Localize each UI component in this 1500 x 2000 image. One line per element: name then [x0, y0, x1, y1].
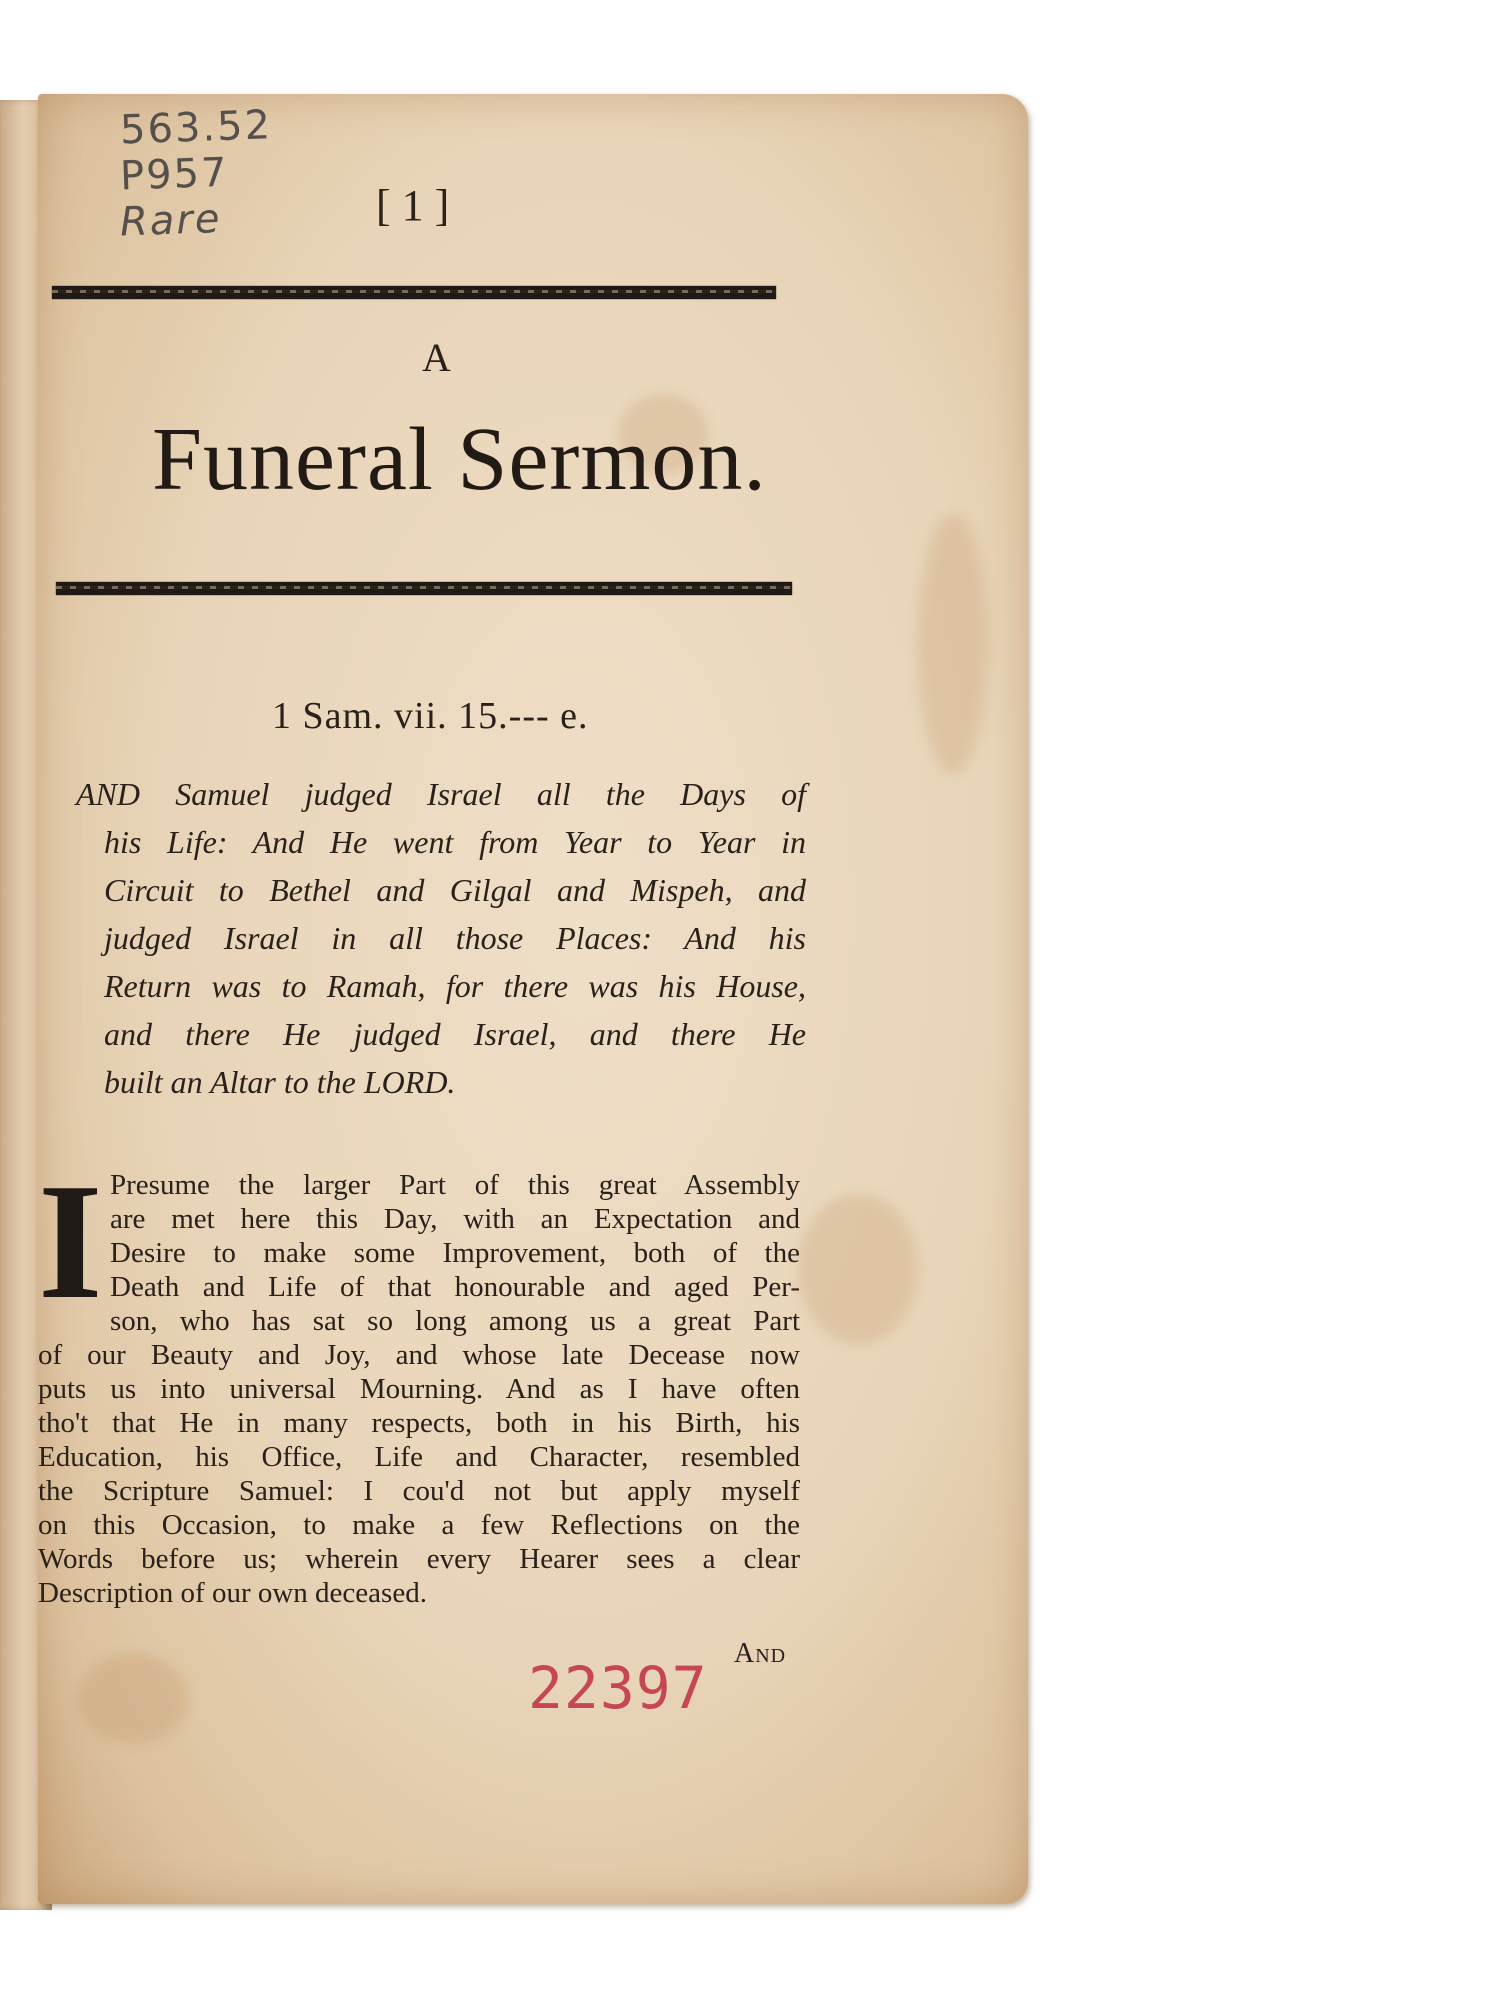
page-title: Funeral Sermon.	[152, 410, 767, 509]
scripture-line: judged Israel in all those Places: And his	[104, 920, 806, 956]
call-number-line-2: P957	[119, 149, 230, 200]
scripture-line: built an Altar to the LORD.	[104, 1064, 456, 1100]
body-line: son, who has sat so long among us a great Part	[110, 1305, 800, 1337]
catchword: And	[734, 1638, 787, 1669]
scripture-reference: 1 Sam. vii. 15.--- e.	[272, 695, 589, 737]
drop-cap: I	[38, 1149, 103, 1333]
body-line: Education, his Office, Life and Character, resembled	[38, 1441, 800, 1473]
body-line: Desire to make some Improvement, both of the	[110, 1237, 800, 1269]
body-line: of our Beauty and Joy, and whose late Decease now	[38, 1339, 800, 1371]
body-line: the Scripture Samuel: I cou'd not but apply myself	[38, 1475, 800, 1507]
body-line: Description of our own deceased.	[38, 1577, 427, 1609]
scripture-passage	[76, 770, 806, 1106]
title-article: A	[422, 335, 451, 380]
accession-stamp: 22397	[528, 1654, 708, 1722]
bottom-rule	[56, 582, 792, 595]
scripture-line: and there He judged Israel, and there He	[104, 1016, 806, 1052]
body-line: puts us into universal Mourning. And as I have often	[38, 1373, 800, 1405]
call-number-line-3: Rare	[119, 195, 223, 246]
call-number-line-1: 563.52	[119, 102, 273, 154]
body-line: Words before us; wherein every Hearer sees a clear	[38, 1543, 800, 1575]
scripture-line: his Life: And He went from Year to Year in	[104, 824, 806, 860]
scripture-line: Circuit to Bethel and Gilgal and Mispeh, and	[104, 872, 806, 908]
top-rule	[52, 286, 776, 299]
body-line: tho't that He in many respects, both in his Birth, his	[38, 1407, 800, 1439]
body-line: are met here this Day, with an Expectation and	[110, 1203, 800, 1235]
body-line: Presume the larger Part of this great Assembly	[110, 1169, 800, 1201]
body-line: Death and Life of that honourable and aged Per-	[110, 1271, 800, 1303]
sermon-body	[38, 1149, 800, 1610]
body-line: on this Occasion, to make a few Reflections on the	[38, 1509, 800, 1541]
call-number	[119, 102, 320, 246]
scripture-line: AND Samuel judged Israel all the Days of	[76, 776, 806, 812]
scripture-line: Return was to Ramah, for there was his House,	[104, 968, 806, 1004]
page-number: [ 1 ]	[376, 181, 450, 230]
